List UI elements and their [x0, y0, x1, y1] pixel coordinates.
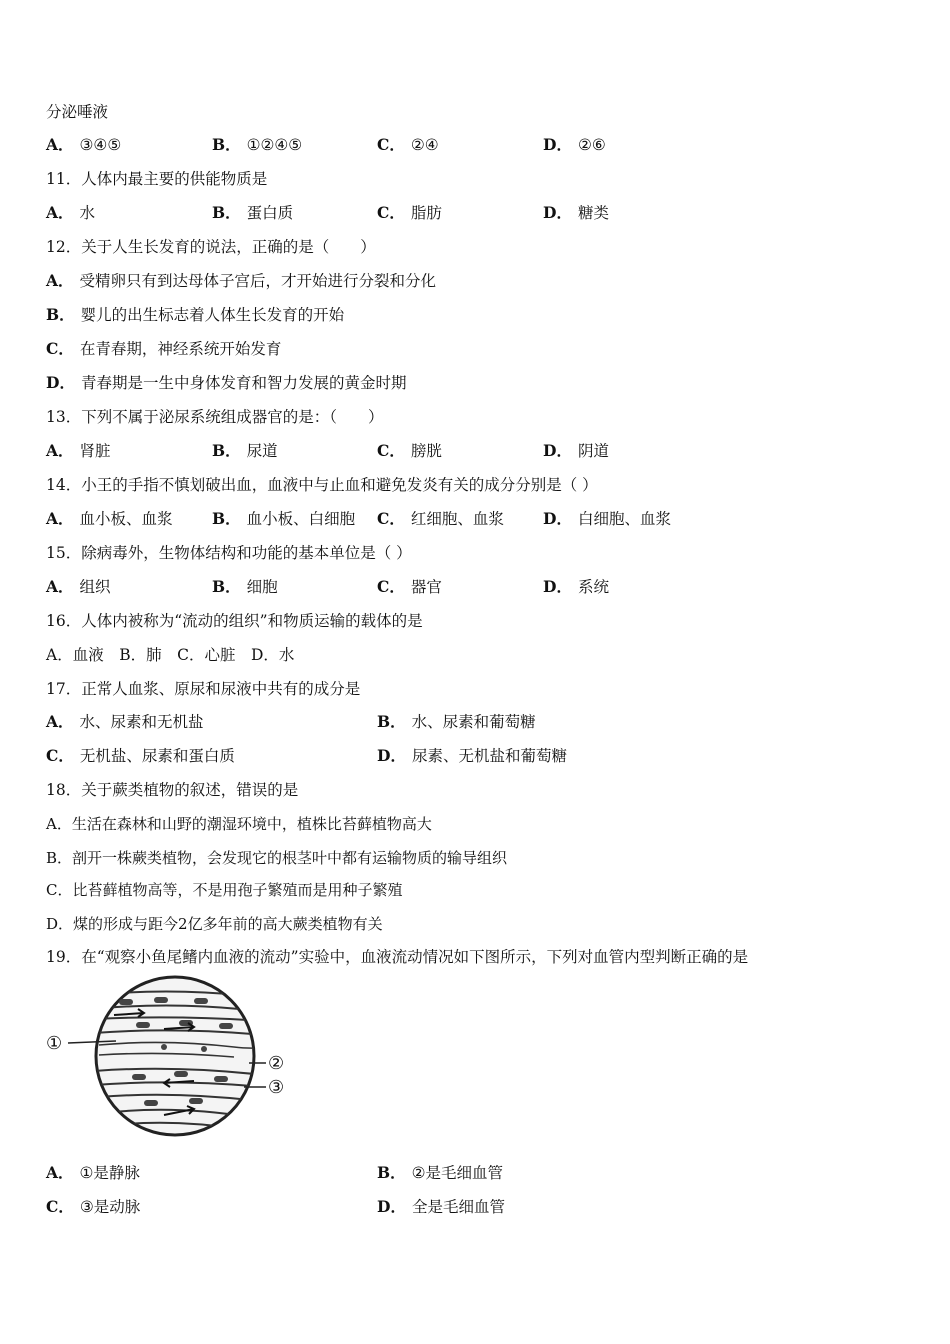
q18-option-b[interactable]: B．剖开一株蕨类植物，会发现它的根茎叶中都有运输物质的输导组织 — [46, 849, 508, 867]
q15-option-b[interactable]: B． 细胞 — [212, 577, 278, 596]
q16-options[interactable]: A．血液 B．肺 C．心脏 D．水 — [46, 646, 295, 664]
q17-option-b[interactable]: B． 水、尿素和葡萄糖 — [377, 712, 536, 731]
q18-option-d[interactable]: D．煤的形成与距今2亿多年前的高大蕨类植物有关 — [46, 915, 383, 933]
q18-option-c[interactable]: C．比苔藓植物高等，不是用孢子繁殖而是用种子繁殖 — [46, 881, 403, 899]
q12-option-c[interactable]: C． 在青春期，神经系统开始发育 — [46, 339, 282, 358]
q13-option-b[interactable]: B． 尿道 — [212, 441, 278, 460]
q19-option-b[interactable]: B． ②是毛细血管 — [377, 1163, 504, 1182]
q15-option-c[interactable]: C． 器官 — [377, 577, 442, 596]
q12-option-d[interactable]: D． 青春期是一生中身体发育和智力发展的黄金时期 — [46, 373, 407, 392]
q16-stem: 16．人体内被称为“流动的组织”和物质运输的载体的是 — [46, 612, 423, 630]
q17-option-d[interactable]: D． 尿素、无机盐和葡萄糖 — [377, 746, 567, 765]
q11-option-d[interactable]: D． 糖类 — [543, 203, 609, 222]
q17-option-c[interactable]: C． 无机盐、尿素和蛋白质 — [46, 746, 235, 765]
q12-option-a[interactable]: A． 受精卵只有到达母体子宫后，才开始进行分裂和分化 — [46, 271, 437, 290]
q14-option-d[interactable]: D． 白细胞、血浆 — [543, 509, 671, 528]
q19-option-d[interactable]: D． 全是毛细血管 — [377, 1197, 505, 1216]
q15-option-a[interactable]: A． 组织 — [46, 577, 111, 596]
q17-stem: 17．正常人血浆、原尿和尿液中共有的成分是 — [46, 680, 361, 698]
q15-option-d[interactable]: D． 系统 — [543, 577, 609, 596]
q10-option-c[interactable]: C． ②④ — [377, 135, 439, 154]
q12-option-b[interactable]: B． 婴儿的出生标志着人体生长发育的开始 — [46, 305, 345, 324]
intro-line: 分泌唾液 — [46, 103, 109, 121]
q17-option-a[interactable]: A． 水、尿素和无机盐 — [46, 712, 204, 731]
q19-option-a[interactable]: A． ①是静脉 — [46, 1163, 140, 1182]
figure-label-2: ② — [268, 1053, 285, 1074]
figure-label-3: ③ — [268, 1077, 285, 1098]
q14-option-c[interactable]: C． 红细胞、血浆 — [377, 509, 504, 528]
q12-stem: 12．关于人生长发育的说法，正确的是（ ） — [46, 238, 376, 256]
q13-option-d[interactable]: D． 阴道 — [543, 441, 609, 460]
q19-option-c[interactable]: C． ③是动脉 — [46, 1197, 141, 1216]
q15-stem: 15．除病毒外，生物体结构和功能的基本单位是（ ） — [46, 544, 412, 562]
q18-stem: 18．关于蕨类植物的叙述，错误的是 — [46, 781, 299, 799]
q18-option-a[interactable]: A．生活在森林和山野的潮湿环境中，植株比苔藓植物高大 — [46, 815, 432, 833]
figure-label-1: ① — [46, 1033, 63, 1054]
q11-stem: 11．人体内最主要的供能物质是 — [46, 170, 268, 188]
q14-option-a[interactable]: A． 血小板、血浆 — [46, 509, 173, 528]
q13-option-c[interactable]: C． 膀胱 — [377, 441, 442, 460]
q10-option-b[interactable]: B． ①②④⑤ — [212, 135, 303, 154]
q11-option-a[interactable]: A． 水 — [46, 203, 96, 222]
q14-stem: 14．小王的手指不慎划破出血，血液中与止血和避免发炎有关的成分分别是（ ） — [46, 476, 598, 494]
q19-stem: 19．在“观察小鱼尾鳍内血液的流动”实验中，血液流动情况如下图所示，下列对血管内型判断正确的是 — [46, 948, 749, 966]
q11-option-b[interactable]: B． 蛋白质 — [212, 203, 294, 222]
q13-stem: 13．下列不属于泌尿系统组成器官的是：（ ） — [46, 408, 384, 426]
q10-option-a[interactable]: A． ③④⑤ — [46, 135, 122, 154]
q14-option-b[interactable]: B． 血小板、白细胞 — [212, 509, 356, 528]
q13-option-a[interactable]: A． 肾脏 — [46, 441, 111, 460]
q11-option-c[interactable]: C． 脂肪 — [377, 203, 442, 222]
fish-tail-blood-flow-figure — [44, 975, 304, 1140]
q10-option-d[interactable]: D． ②⑥ — [543, 135, 606, 154]
